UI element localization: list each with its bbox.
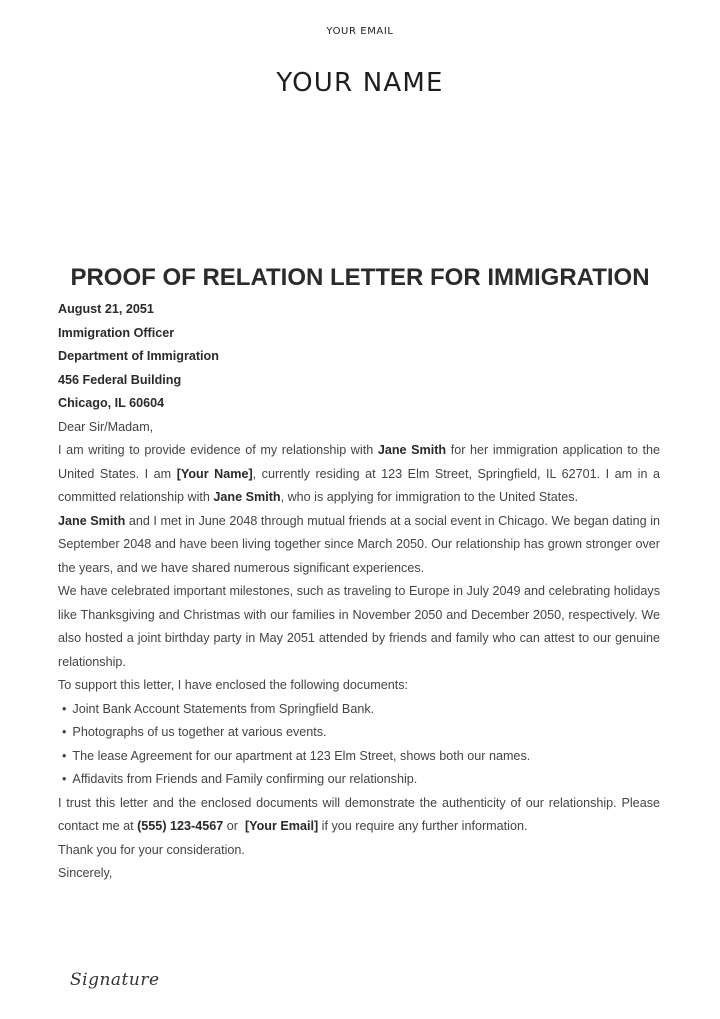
letter-title: PROOF OF RELATION LETTER FOR IMMIGRATION — [70, 264, 650, 291]
recipient-department: Department of Immigration — [58, 349, 219, 363]
list-item: • Affidavits from Friends and Family confirming our relationship. — [62, 768, 660, 792]
recipient-city: Chicago, IL 60604 — [58, 396, 165, 410]
writer-name: [Your Name] — [176, 466, 253, 481]
paragraph-introduction: I am writing to provide evidence of my relationship with Jane Smith for her immigration application to the United States. I am [Your Name], currently residing at 123 Elm Street, Springfield, IL 62701. I am in a committed relationship with Jane Smith, who is applying for immigration to the United States. — [58, 443, 660, 504]
paragraph-history: Jane Smith and I met in June 2048 through mutual friends at a social event in Chicago. We began dating in September 2048 and have been living together since March 2050. Our relationship has grown stronger over the years, and we have shared numerous significant experiences. — [58, 513, 660, 575]
thanks-line: Thank you for your consideration. — [58, 842, 245, 857]
list-item: • Joint Bank Account Statements from Springfield Bank. — [62, 698, 660, 722]
contact-phone: (555) 123-4567 — [137, 819, 224, 833]
list-item: • The lease Agreement for our apartment at 123 Elm Street, shows both our names. — [62, 745, 660, 769]
contact-email: [Your Email] — [244, 819, 319, 833]
paragraph-contact: I trust this letter and the enclosed documents will demonstrate the authenticity of our relationship. Please contact me at (555) 123-4567 or [Your Email] if you require any further information. — [58, 795, 660, 833]
recipient-officer: Immigration Officer — [58, 325, 175, 340]
signature: Signature — [70, 970, 160, 990]
letter-body — [58, 298, 660, 886]
recipient-street: 456 Federal Building — [58, 372, 182, 387]
paragraph-milestones: We have celebrated important milestones, such as traveling to Europe in July 2049 and celebrating holidays like Thanksgiving and Christmas with our families in November 2050 and December 2050, respectively. We also hosted a joint birthday party in May 2051 attended by friends and family who can attest to our genuine relationship. — [58, 584, 660, 669]
documents-list — [58, 698, 660, 792]
header-name: YOUR NAME — [276, 68, 444, 98]
list-item: • Photographs of us together at various events. — [62, 721, 660, 745]
salutation: Dear Sir/Madam, — [58, 419, 154, 434]
letter-date: August 21, 2051 — [58, 302, 154, 316]
applicant-name: Jane Smith — [213, 490, 281, 504]
closing-line: Sincerely, — [58, 866, 113, 880]
header-email: YOUR EMAIL — [326, 26, 394, 37]
documents-intro: To support this letter, I have enclosed the following documents: — [58, 678, 409, 692]
applicant-name: Jane Smith — [377, 443, 447, 457]
applicant-name: Jane Smith — [58, 513, 126, 528]
